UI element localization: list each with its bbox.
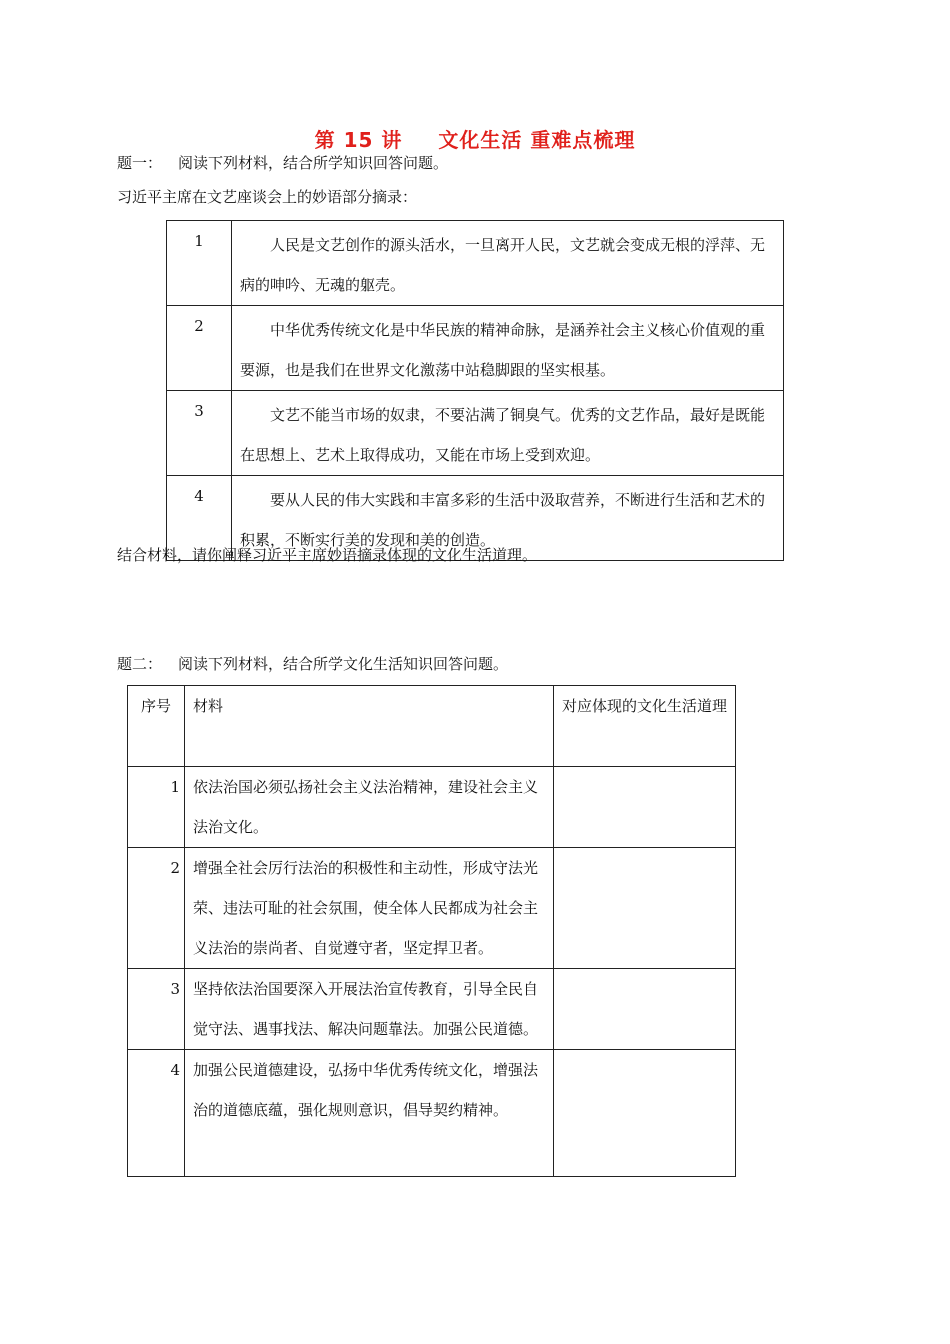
- row-number: 2: [128, 848, 185, 969]
- table-row: [128, 848, 736, 969]
- material-text: 加强公民道德建设，弘扬中华优秀传统文化，增强法治的道德底蕴，强化规则意识，倡导契约精神。: [193, 1061, 539, 1119]
- row-number: 3: [167, 391, 232, 476]
- material-text: 依法治国必须弘扬社会主义法治精神，建设社会主义法治文化。: [185, 767, 554, 848]
- table-row: [128, 1050, 736, 1177]
- quote-text: 文艺不能当市场的奴隶，不要沾满了铜臭气。优秀的文艺作品，最好是既能在思想上、艺术上取得成功，又能在市场上受到欢迎。: [232, 391, 784, 476]
- quotes-table: [166, 220, 784, 561]
- table-row: [128, 969, 736, 1050]
- row-number: 4: [167, 476, 232, 561]
- header-answer: 对应体现的文化生活道理: [554, 686, 736, 767]
- q1-label: 题一：: [117, 154, 163, 172]
- lecture-topic: 文化生活 重难点梳理: [438, 128, 636, 152]
- page-title: [0, 124, 950, 153]
- q1-intro: 习近平主席在文艺座谈会上的妙语部分摘录：: [117, 188, 418, 206]
- q1-prompt: 阅读下列材料，结合所学知识回答问题。: [178, 154, 449, 172]
- answer-cell[interactable]: [554, 848, 736, 969]
- q1-heading: [117, 153, 448, 173]
- row-number: 3: [128, 969, 185, 1050]
- table-row: [167, 221, 784, 306]
- answer-cell[interactable]: [554, 1050, 736, 1177]
- answer-cell[interactable]: [554, 767, 736, 848]
- q2-label: 题二：: [117, 655, 163, 673]
- material-cell: [185, 1050, 554, 1177]
- quote-text: 人民是文艺创作的源头活水，一旦离开人民，文艺就会变成无根的浮萍、无病的呻吟、无魂的躯壳。: [232, 221, 784, 306]
- answer-cell[interactable]: [554, 969, 736, 1050]
- quote-text: 要从人民的伟大实践和丰富多彩的生活中汲取营养，不断进行生活和艺术的积累，不断实行美的发现和美的创造。: [232, 476, 784, 561]
- table-row: [167, 306, 784, 391]
- material-text: 坚持依法治国要深入开展法治宣传教育，引导全民自觉守法、遇事找法、解决问题靠法。加强公民道德。: [185, 969, 554, 1050]
- row-number: 4: [128, 1050, 185, 1177]
- material-text: 增强全社会厉行法治的积极性和主动性，形成守法光荣、违法可耻的社会氛围，使全体人民都成为社会主义法治的崇尚者、自觉遵守者，坚定捍卫者。: [185, 848, 554, 969]
- table-row: [167, 391, 784, 476]
- materials-table: [127, 685, 736, 1177]
- table-row: [128, 767, 736, 848]
- quote-text: 中华优秀传统文化是中华民族的精神命脉，是涵养社会主义核心价值观的重要源，也是我们在世界文化激荡中站稳脚跟的坚实根基。: [232, 306, 784, 391]
- lecture-number: 第 15 讲: [314, 128, 403, 152]
- row-number: 2: [167, 306, 232, 391]
- table-header-row: [128, 686, 736, 767]
- q1-question: 结合材料，请你阐释习近平主席妙语摘录体现的文化生活道理。: [117, 546, 538, 564]
- row-number: 1: [167, 221, 232, 306]
- header-material: 材料: [185, 686, 554, 767]
- q2-heading: [117, 654, 508, 674]
- row-number: 1: [128, 767, 185, 848]
- header-number: 序号: [128, 686, 185, 767]
- q2-prompt: 阅读下列材料，结合所学文化生活知识回答问题。: [178, 655, 509, 673]
